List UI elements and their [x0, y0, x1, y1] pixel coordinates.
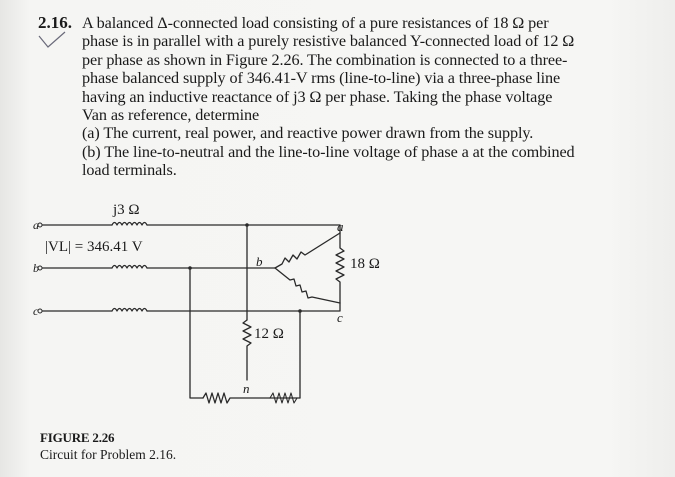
junction-dot [188, 266, 192, 270]
delta-resistor-ab [275, 233, 340, 268]
problem-line: (a) The current, real power, and reactive power drawn from the supply. [82, 124, 534, 143]
figure-caption: Circuit for Problem 2.16. [40, 447, 177, 462]
delta-resistor-ac [336, 233, 344, 303]
problem-line: phase is in parallel with a purely resistive balanced Y-connected load of 12 Ω [82, 32, 575, 51]
wye-resistor-a [243, 320, 251, 380]
line-a-inductor [112, 223, 147, 226]
problem-number: 2.16. [38, 13, 72, 32]
delta-resistance-label: 18 Ω [350, 256, 380, 272]
figure-label: FIGURE 2.26 [40, 430, 115, 445]
line-c-wire [147, 303, 340, 311]
supply-voltage-label: |VL| = 346.41 V [45, 239, 143, 255]
delta-node-b-label: b [256, 254, 263, 269]
line-a-wire [147, 225, 340, 233]
problem-line: having an inductive reactance of j3 Ω per phase. Taking the phase voltage [82, 87, 553, 106]
delta-resistor-bc [275, 268, 340, 303]
terminal-a-label: a [33, 218, 39, 232]
terminal-b-label: b [33, 261, 39, 275]
terminal-c-dot [38, 309, 42, 313]
neutral-label: n [243, 381, 250, 396]
problem-line: A balanced Δ-connected load consisting of a pure resistances of 18 Ω per [82, 14, 549, 32]
junction-dot [245, 223, 249, 227]
terminal-c-label: c [33, 304, 39, 318]
wye-resistance-label: 12 Ω [254, 326, 284, 342]
problem-line: Van as reference, determine [82, 106, 260, 125]
line-reactance-label: j3 Ω [113, 202, 140, 218]
delta-node-a-label: a [337, 219, 344, 234]
line-c-inductor [112, 309, 147, 312]
wye-resistor-c [270, 393, 297, 403]
problem-line: phase balanced supply of 346.41-V rms (line-to-line) via a three-phase line [82, 69, 561, 88]
wye-branch-b [190, 268, 203, 398]
junction-dot [298, 309, 302, 313]
line-b-inductor [112, 266, 147, 269]
problem-line: (b) The line-to-neutral and the line-to-line voltage of phase a at the combined [82, 142, 575, 161]
problem-line: per phase as shown in Figure 2.26. The combination is connected to a three- [82, 50, 568, 69]
delta-node-c-label: c [337, 310, 343, 325]
problem-line: load terminals. [82, 161, 177, 180]
